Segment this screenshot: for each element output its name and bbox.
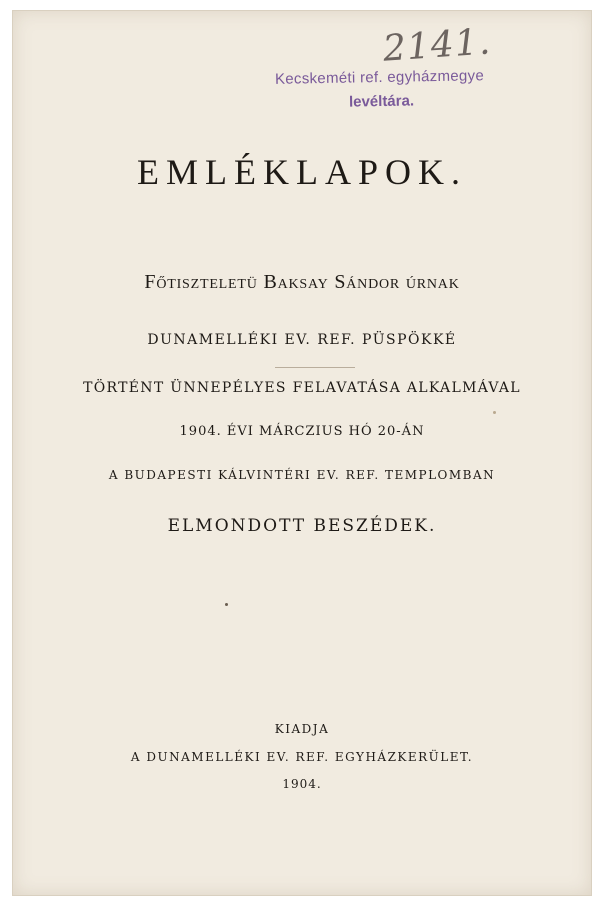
publisher-label: KIADJA <box>274 722 330 736</box>
date-line: 1904. ÉVI MÁRCZIUS HÓ 20-ÁN <box>179 424 425 439</box>
speeches-heading: ELMONDOTT BESZÉDEK. <box>167 516 437 536</box>
subtitle-line-1: DUNAMELLÉKI EV. REF. PÜSPÖKKÉ <box>147 332 457 348</box>
paper-speck <box>493 411 496 414</box>
dedication-line: Főtiszteletü Baksay Sándor úrnak <box>144 271 460 293</box>
handwritten-shelf-number: 2141. <box>381 21 493 70</box>
library-stamp-line2: levéltára. <box>348 92 415 111</box>
subtitle-line-2: TÖRTÉNT ÜNNEPÉLYES FELAVATÁSA ALKALMÁVAL <box>83 380 521 396</box>
book-title: EMLÉKLAPOK. <box>137 152 467 192</box>
location-line: A BUDAPESTI KÁLVINTÉRI EV. REF. TEMPLOMBAN <box>108 468 496 482</box>
publisher-name: A DUNAMELLÉKI EV. REF. EGYHÁZKERÜLET. <box>130 750 474 764</box>
publication-year: 1904. <box>282 777 322 791</box>
library-stamp-line1: Kecskeméti ref. egyházmegye <box>274 67 485 88</box>
paper-speck <box>225 603 228 606</box>
divider <box>275 367 355 368</box>
title-page <box>12 10 592 896</box>
